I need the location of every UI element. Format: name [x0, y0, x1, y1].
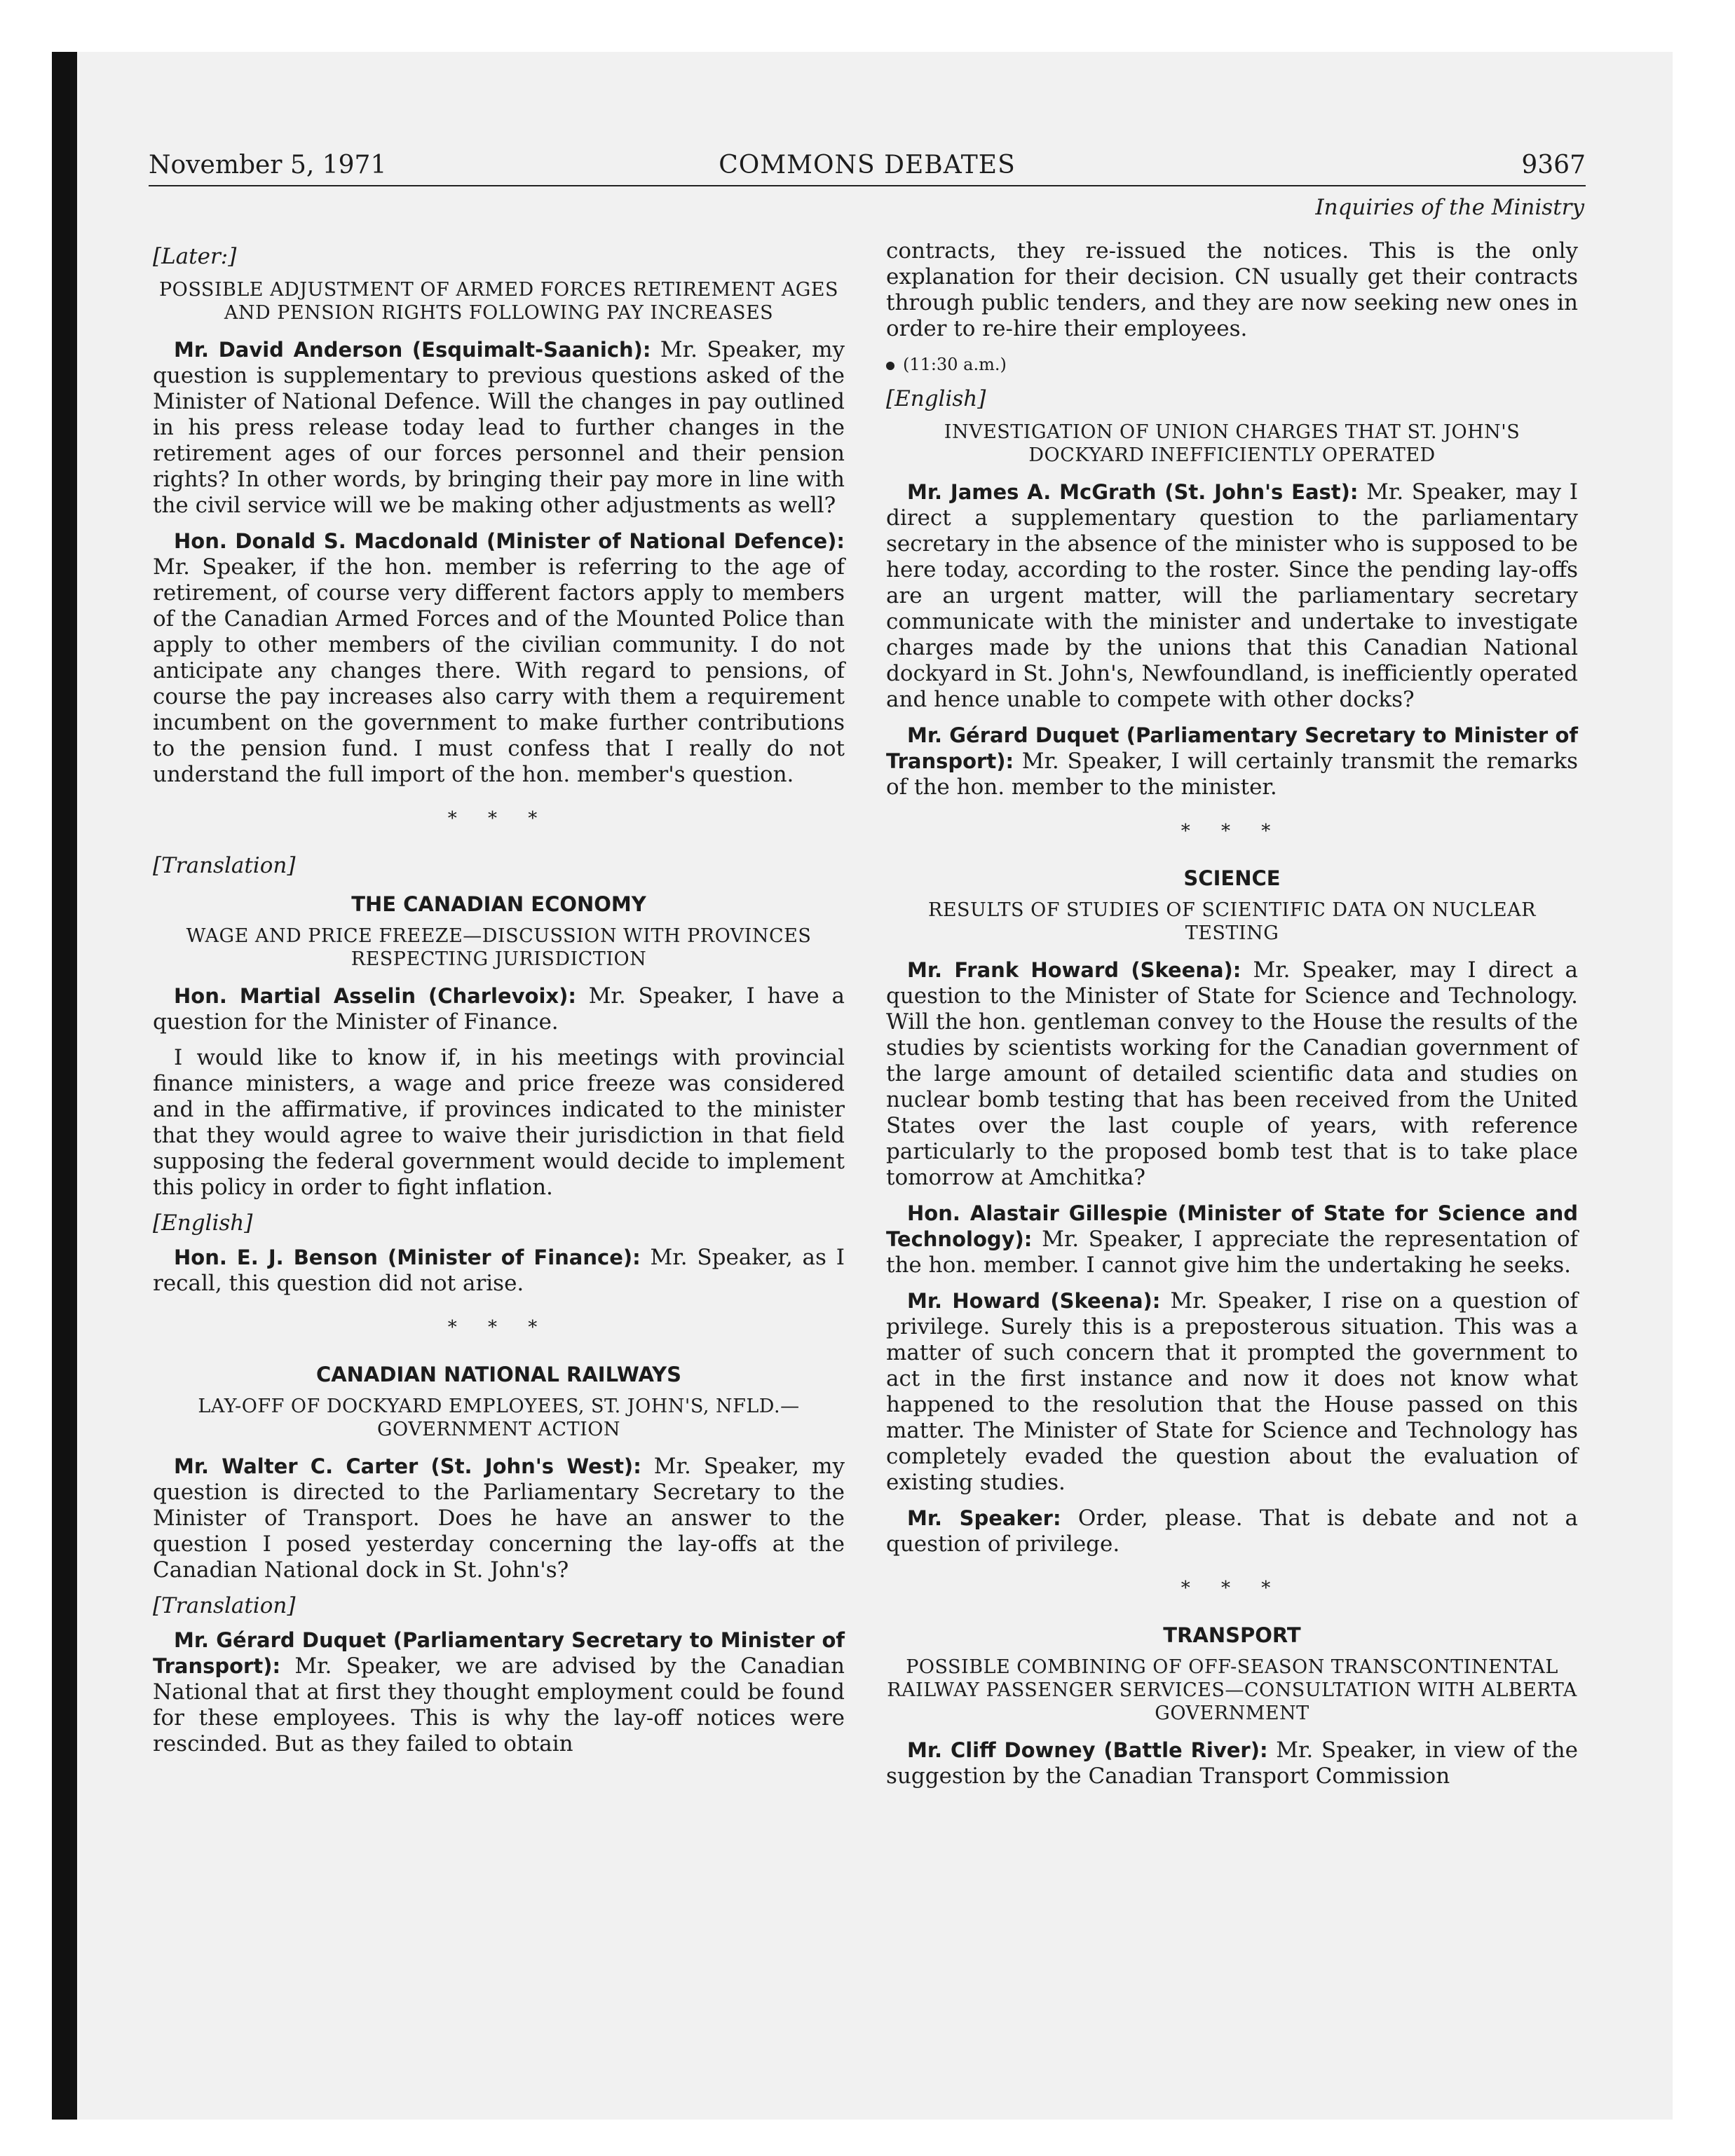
speech-paragraph: [886, 1201, 1578, 1278]
speech-paragraph: [153, 983, 845, 1035]
page-header: [149, 150, 1586, 186]
english-tag: [English]: [153, 1210, 253, 1236]
subheading: POSSIBLE ADJUSTMENT OF ARMED FORCES RETIREMENT AGES AND PENSION RIGHTS FOLLOWING PAY INCREASES: [159, 279, 838, 324]
speech-text: Mr. Speaker, may I direct a supplementary question to the parliamentary secretary in the absence of the minister who is supposed to be here today, according to the roster. Since the pending lay-offs are an urgent matter, will the parliamentary secretary communicate with the minister and undertake to investigate charges made by the unions that this Canadian National dockyard in St. John's, Newfoundland, is inefficiently operated and hence unable to compete with other docks?: [886, 479, 1578, 712]
speaker-name: Hon. Alastair Gillespie (Minister of State for Science and Technology):: [886, 1201, 1578, 1251]
speech-text: Mr. Speaker, may I direct a question to the Minister of State for Science and Technology. Will the hon. gentleman convey to the House the results of the studies by scientists working for the Canadian government of the large amount of detailed scientific data and studies on nuclear bomb testing that has been received from the United States over the last couple of years, with reference particularly to the proposed bomb test that is to take place tomorrow at Amchitka?: [886, 957, 1578, 1190]
speaker-name: Mr. Howard (Skeena):: [907, 1289, 1161, 1313]
running-subtitle: Inquiries of the Ministry: [1315, 195, 1584, 220]
speaker-name: Mr. Walter C. Carter (St. John's West):: [174, 1454, 641, 1478]
speech-paragraph: [153, 1628, 845, 1757]
later-tag: [Later:]: [153, 244, 237, 269]
section-heading: THE CANADIAN ECONOMY: [351, 892, 646, 916]
speaker-name: Mr. David Anderson (Esquimalt-Saanich):: [174, 338, 651, 362]
speech-text: Mr. Speaker, I appreciate the representation of the hon. member. I cannot give him the undertaking he seeks.: [886, 1227, 1578, 1278]
subheading: WAGE AND PRICE FREEZE—DISCUSSION WITH PROVINCES RESPECTING JURISDICTION: [186, 925, 812, 970]
speech-paragraph: [886, 479, 1578, 713]
speech-text: Mr. Speaker, I have a question for the Minister of Finance.: [153, 983, 845, 1035]
section-heading: TRANSPORT: [1163, 1623, 1301, 1647]
subheading: POSSIBLE COMBINING OF OFF-SEASON TRANSCONTINENTAL RAILWAY PASSENGER SERVICES—CONSULTATION WITH ALBERTA GOVERNMENT: [887, 1656, 1577, 1724]
speaker-name: Hon. E. J. Benson (Minister of Finance):: [174, 1246, 641, 1269]
time-text: (11:30 a.m.): [903, 355, 1007, 374]
speech-paragraph: [886, 1288, 1578, 1496]
subheading: RESULTS OF STUDIES OF SCIENTIFIC DATA ON NUCLEAR TESTING: [928, 899, 1536, 944]
speech-text: Mr. Speaker, my question is supplementary to previous questions asked of the Minister of National Defence. Will the changes in pay outlined in his press release today lead to further changes in the retirement ages of our forces personnel and their pension rights? In other words, by bringing their pay more in line with the civil service will we be making other adjustments as well?: [153, 337, 845, 518]
section-heading: SCIENCE: [1183, 866, 1281, 890]
speech-paragraph: [886, 1506, 1578, 1557]
right-column: [886, 238, 1578, 1799]
speech-text: Mr. Speaker, I rise on a question of privilege. Surely this is a preposterous situation. This was a matter of such concern that it prompted the government to act in the first instance and now it does not know what happened to the resolution that the House passed on this matter. The Minister of State for Science and Technology has completely evaded the question about the evaluation of existing studies.: [886, 1288, 1578, 1495]
speech-paragraph: [153, 337, 845, 519]
speech-paragraph: [153, 528, 845, 788]
translation-tag: [Translation]: [153, 853, 296, 878]
speech-text: Mr. Speaker, if the hon. member is referring to the age of retirement, of course very different factors apply to members of the Canadian Armed Forces and of the Mounted Police than apply to other members of the civilian community. I do not anticipate any changes there. With regard to pensions, of course the pay increases also carry with them a requirement incumbent on the government to make further contributions to the pension fund. I must confess that I really do not understand the full import of the hon. member's question.: [153, 554, 845, 787]
section-separator: * * *: [1181, 1578, 1284, 1599]
subheading: INVESTIGATION OF UNION CHARGES THAT ST. JOHN'S DOCKYARD INEFFICIENTLY OPERATED: [944, 421, 1520, 466]
speaker-name: Mr. Gérard Duquet (Parliamentary Secretary to Minister of Transport):: [886, 723, 1578, 773]
left-column: [153, 238, 845, 1767]
subheading: LAY-OFF OF DOCKYARD EMPLOYEES, ST. JOHN'S, NFLD.—GOVERNMENT ACTION: [198, 1396, 800, 1440]
header-date: November 5, 1971: [149, 151, 387, 179]
speech-text: Mr. Speaker, I will certainly transmit the remarks of the hon. member to the minister.: [886, 749, 1578, 800]
header-title: COMMONS DEBATES: [719, 151, 1016, 179]
speech-text: Mr. Speaker, as I recall, this question did not arise.: [153, 1245, 845, 1296]
speech-text: Mr. Speaker, my question is directed to the Parliamentary Secretary to the Minister of Transport. Does he have an answer to the question I posed yesterday concerning the lay-offs at the Canadian National dock in St. John's?: [153, 1454, 845, 1583]
binding-edge: [52, 52, 77, 2120]
speech-paragraph: [153, 1245, 845, 1297]
bullet-icon: [886, 362, 894, 370]
speaker-name: Mr. Frank Howard (Skeena):: [907, 958, 1241, 982]
page-number: 9367: [1521, 151, 1586, 179]
speaker-name: Mr. James A. McGrath (St. John's East):: [907, 480, 1359, 504]
speaker-name: Hon. Martial Asselin (Charlevoix):: [174, 984, 576, 1008]
speech-paragraph: contracts, they re-issued the notices. This is the only explanation for their decision. CN usually get their contracts through public tenders, and they are now seeking new ones in order to re-hire their employees.: [886, 238, 1578, 341]
speech-paragraph: I would like to know if, in his meetings with provincial finance ministers, a wage and price freeze was considered and in the affirmative, if provinces indicated to the minister that they would agree to waive their jurisdiction in that field supposing the federal government would decide to implement this policy in order to fight inflation.: [153, 1045, 845, 1200]
speaker-name: Mr. Cliff Downey (Battle River):: [907, 1738, 1268, 1762]
speech-text: Mr. Speaker, in view of the suggestion by the Canadian Transport Commission: [886, 1738, 1578, 1789]
speech-text: Mr. Speaker, we are advised by the Canadian National that at first they thought employment could be found for these employees. This is why the lay-off notices were rescinded. But as they failed to obtain: [153, 1653, 845, 1756]
section-heading: CANADIAN NATIONAL RAILWAYS: [315, 1363, 682, 1386]
english-tag: [English]: [886, 386, 986, 411]
speaker-name: Mr. Speaker:: [907, 1506, 1061, 1530]
section-separator: * * *: [447, 808, 550, 829]
speech-paragraph: [886, 1738, 1578, 1789]
speaker-name: Hon. Donald S. Macdonald (Minister of National Defence):: [174, 529, 845, 553]
speech-paragraph: [153, 1454, 845, 1583]
translation-tag: [Translation]: [153, 1593, 296, 1618]
speaker-name: Mr. Gérard Duquet (Parliamentary Secretary to Minister of Transport):: [153, 1628, 845, 1678]
section-separator: * * *: [1181, 821, 1284, 842]
speech-paragraph: [886, 957, 1578, 1191]
speech-text: Order, please. That is debate and not a question of privilege.: [886, 1506, 1578, 1557]
section-separator: * * *: [447, 1317, 550, 1338]
speech-paragraph: [886, 723, 1578, 800]
timestamp: [886, 352, 1578, 378]
